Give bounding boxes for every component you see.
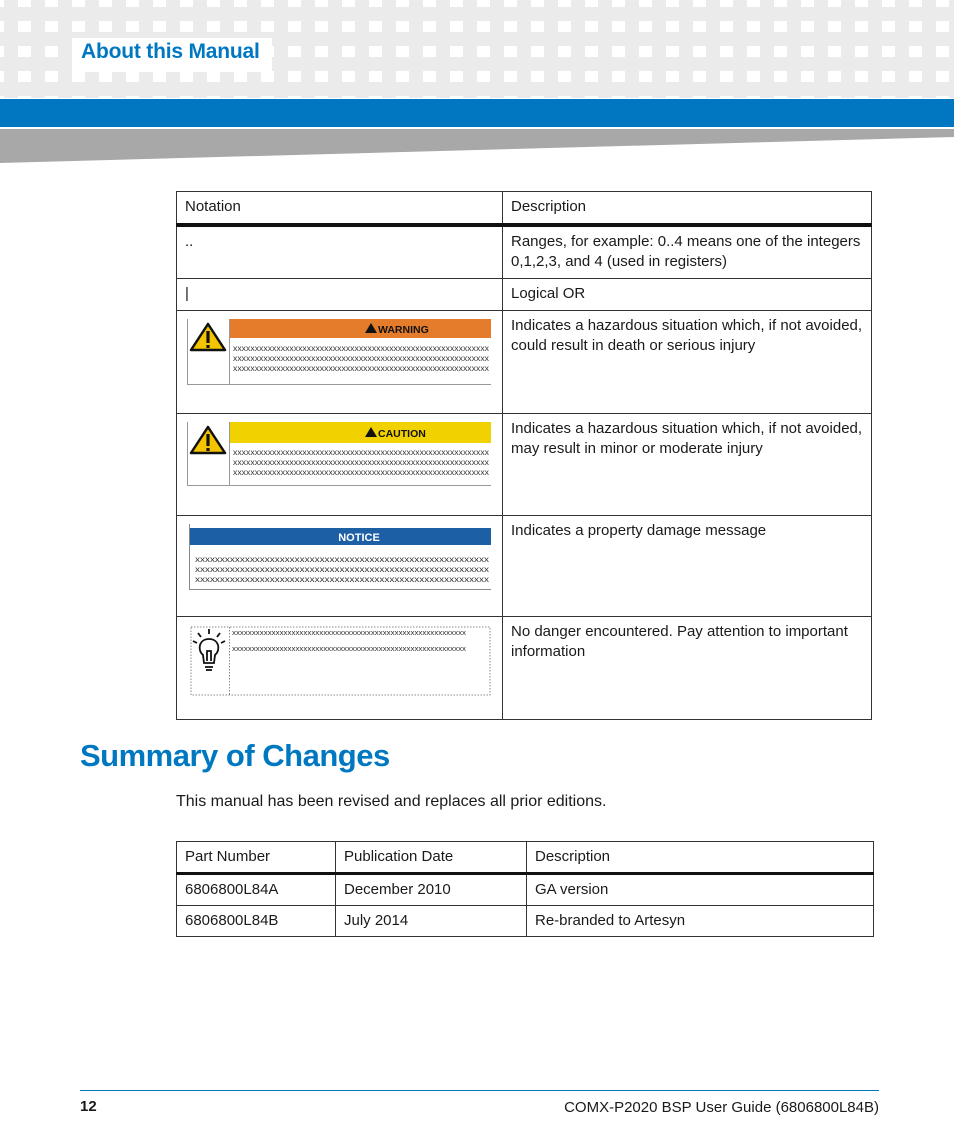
description-cell: Indicates a hazardous situation which, if not avoided, may result in minor or moderate injury xyxy=(503,414,872,516)
part-number-header: Part Number xyxy=(177,842,336,874)
description-cell: Indicates a hazardous situation which, if not avoided, could result in death or serious injury xyxy=(503,311,872,414)
notation-header: Notation xyxy=(177,192,503,226)
info-symbol-cell xyxy=(177,617,503,720)
svg-text:CAUTION: CAUTION xyxy=(378,428,426,440)
table-row xyxy=(177,279,872,311)
warning-symbol-cell xyxy=(177,311,503,414)
svg-text:NOTICE: NOTICE xyxy=(338,532,380,544)
table-row xyxy=(177,414,872,516)
caution-symbol xyxy=(187,422,491,486)
description-cell: No danger encountered. Pay attention to important information xyxy=(503,617,872,720)
description-cell: GA version xyxy=(527,874,874,906)
svg-text:xxxxxxxxxxxxxxxxxxxxxxxxxxxxxx: xxxxxxxxxxxxxxxxxxxxxxxxxxxxxxxxxxxxxxxxxxxxxxxxxxxxxxxxxxx xyxy=(195,565,489,574)
description-cell: Indicates a property damage message xyxy=(503,516,872,617)
svg-text:xxxxxxxxxxxxxxxxxxxxxxxxxxxxxx: xxxxxxxxxxxxxxxxxxxxxxxxxxxxxxxxxxxxxxxxxxxxxxxxxxxxxxxxxxx xyxy=(233,364,489,373)
description-header: Description xyxy=(527,842,874,874)
notice-symbol-cell xyxy=(177,516,503,617)
part-number-cell: 6806800L84B xyxy=(177,906,336,937)
svg-text:xxxxxxxxxxxxxxxxxxxxxxxxxxxxxx: xxxxxxxxxxxxxxxxxxxxxxxxxxxxxxxxxxxxxxxxxxxxxxxxxxxxxxxxxxx xyxy=(232,628,467,637)
publication-date-cell: December 2010 xyxy=(336,874,527,906)
svg-text:xxxxxxxxxxxxxxxxxxxxxxxxxxxxxx: xxxxxxxxxxxxxxxxxxxxxxxxxxxxxxxxxxxxxxxxxxxxxxxxxxxxxxxxxxx xyxy=(233,354,489,363)
svg-text:xxxxxxxxxxxxxxxxxxxxxxxxxxxxxx: xxxxxxxxxxxxxxxxxxxxxxxxxxxxxxxxxxxxxxxxxxxxxxxxxxxxxxxxxxx xyxy=(195,575,489,584)
publication-date-header: Publication Date xyxy=(336,842,527,874)
info-symbol xyxy=(187,625,491,697)
caution-symbol-cell xyxy=(177,414,503,516)
notice-symbol xyxy=(187,524,491,590)
svg-text:xxxxxxxxxxxxxxxxxxxxxxxxxxxxxx: xxxxxxxxxxxxxxxxxxxxxxxxxxxxxxxxxxxxxxxxxxxxxxxxxxxxxxxxxxx xyxy=(233,458,489,467)
header-section-title: About this Manual xyxy=(81,40,260,63)
notation-table xyxy=(176,191,872,720)
table-row xyxy=(177,874,874,906)
description-cell: Ranges, for example: 0..4 means one of the integers 0,1,2,3, and 4 (used in registers) xyxy=(503,225,872,279)
svg-text:WARNING: WARNING xyxy=(378,324,429,336)
document-name: COMX-P2020 BSP User Guide (6806800L84B) xyxy=(564,1099,879,1116)
table-row xyxy=(177,617,872,720)
svg-text:xxxxxxxxxxxxxxxxxxxxxxxxxxxxxx: xxxxxxxxxxxxxxxxxxxxxxxxxxxxxxxxxxxxxxxxxxxxxxxxxxxxxxxxxxx xyxy=(233,344,489,353)
description-header: Description xyxy=(503,192,872,226)
page-number: 12 xyxy=(80,1098,97,1115)
description-cell: Re-branded to Artesyn xyxy=(527,906,874,937)
changes-table xyxy=(176,841,874,937)
part-number-cell: 6806800L84A xyxy=(177,874,336,906)
warning-symbol xyxy=(187,319,491,385)
table-row xyxy=(177,311,872,414)
table-row xyxy=(177,906,874,937)
svg-text:xxxxxxxxxxxxxxxxxxxxxxxxxxxxxx: xxxxxxxxxxxxxxxxxxxxxxxxxxxxxxxxxxxxxxxxxxxxxxxxxxxxxxxxxxx xyxy=(232,644,467,653)
summary-intro: This manual has been revised and replaces all prior editions. xyxy=(176,793,607,810)
header-gray-swoosh xyxy=(0,127,954,167)
notation-cell: | xyxy=(177,279,503,311)
description-cell: Logical OR xyxy=(503,279,872,311)
table-row xyxy=(177,225,872,279)
summary-title: Summary of Changes xyxy=(80,738,390,773)
table-row xyxy=(177,516,872,617)
svg-text:xxxxxxxxxxxxxxxxxxxxxxxxxxxxxx: xxxxxxxxxxxxxxxxxxxxxxxxxxxxxxxxxxxxxxxxxxxxxxxxxxxxxxxxxxx xyxy=(233,448,489,457)
svg-text:xxxxxxxxxxxxxxxxxxxxxxxxxxxxxx: xxxxxxxxxxxxxxxxxxxxxxxxxxxxxxxxxxxxxxxxxxxxxxxxxxxxxxxxxxx xyxy=(233,468,489,477)
svg-text:xxxxxxxxxxxxxxxxxxxxxxxxxxxxxx: xxxxxxxxxxxxxxxxxxxxxxxxxxxxxxxxxxxxxxxxxxxxxxxxxxxxxxxxxxx xyxy=(195,555,489,564)
footer-rule xyxy=(80,1090,879,1091)
header-blue-band xyxy=(0,99,954,127)
publication-date-cell: July 2014 xyxy=(336,906,527,937)
notation-cell: .. xyxy=(177,225,503,279)
